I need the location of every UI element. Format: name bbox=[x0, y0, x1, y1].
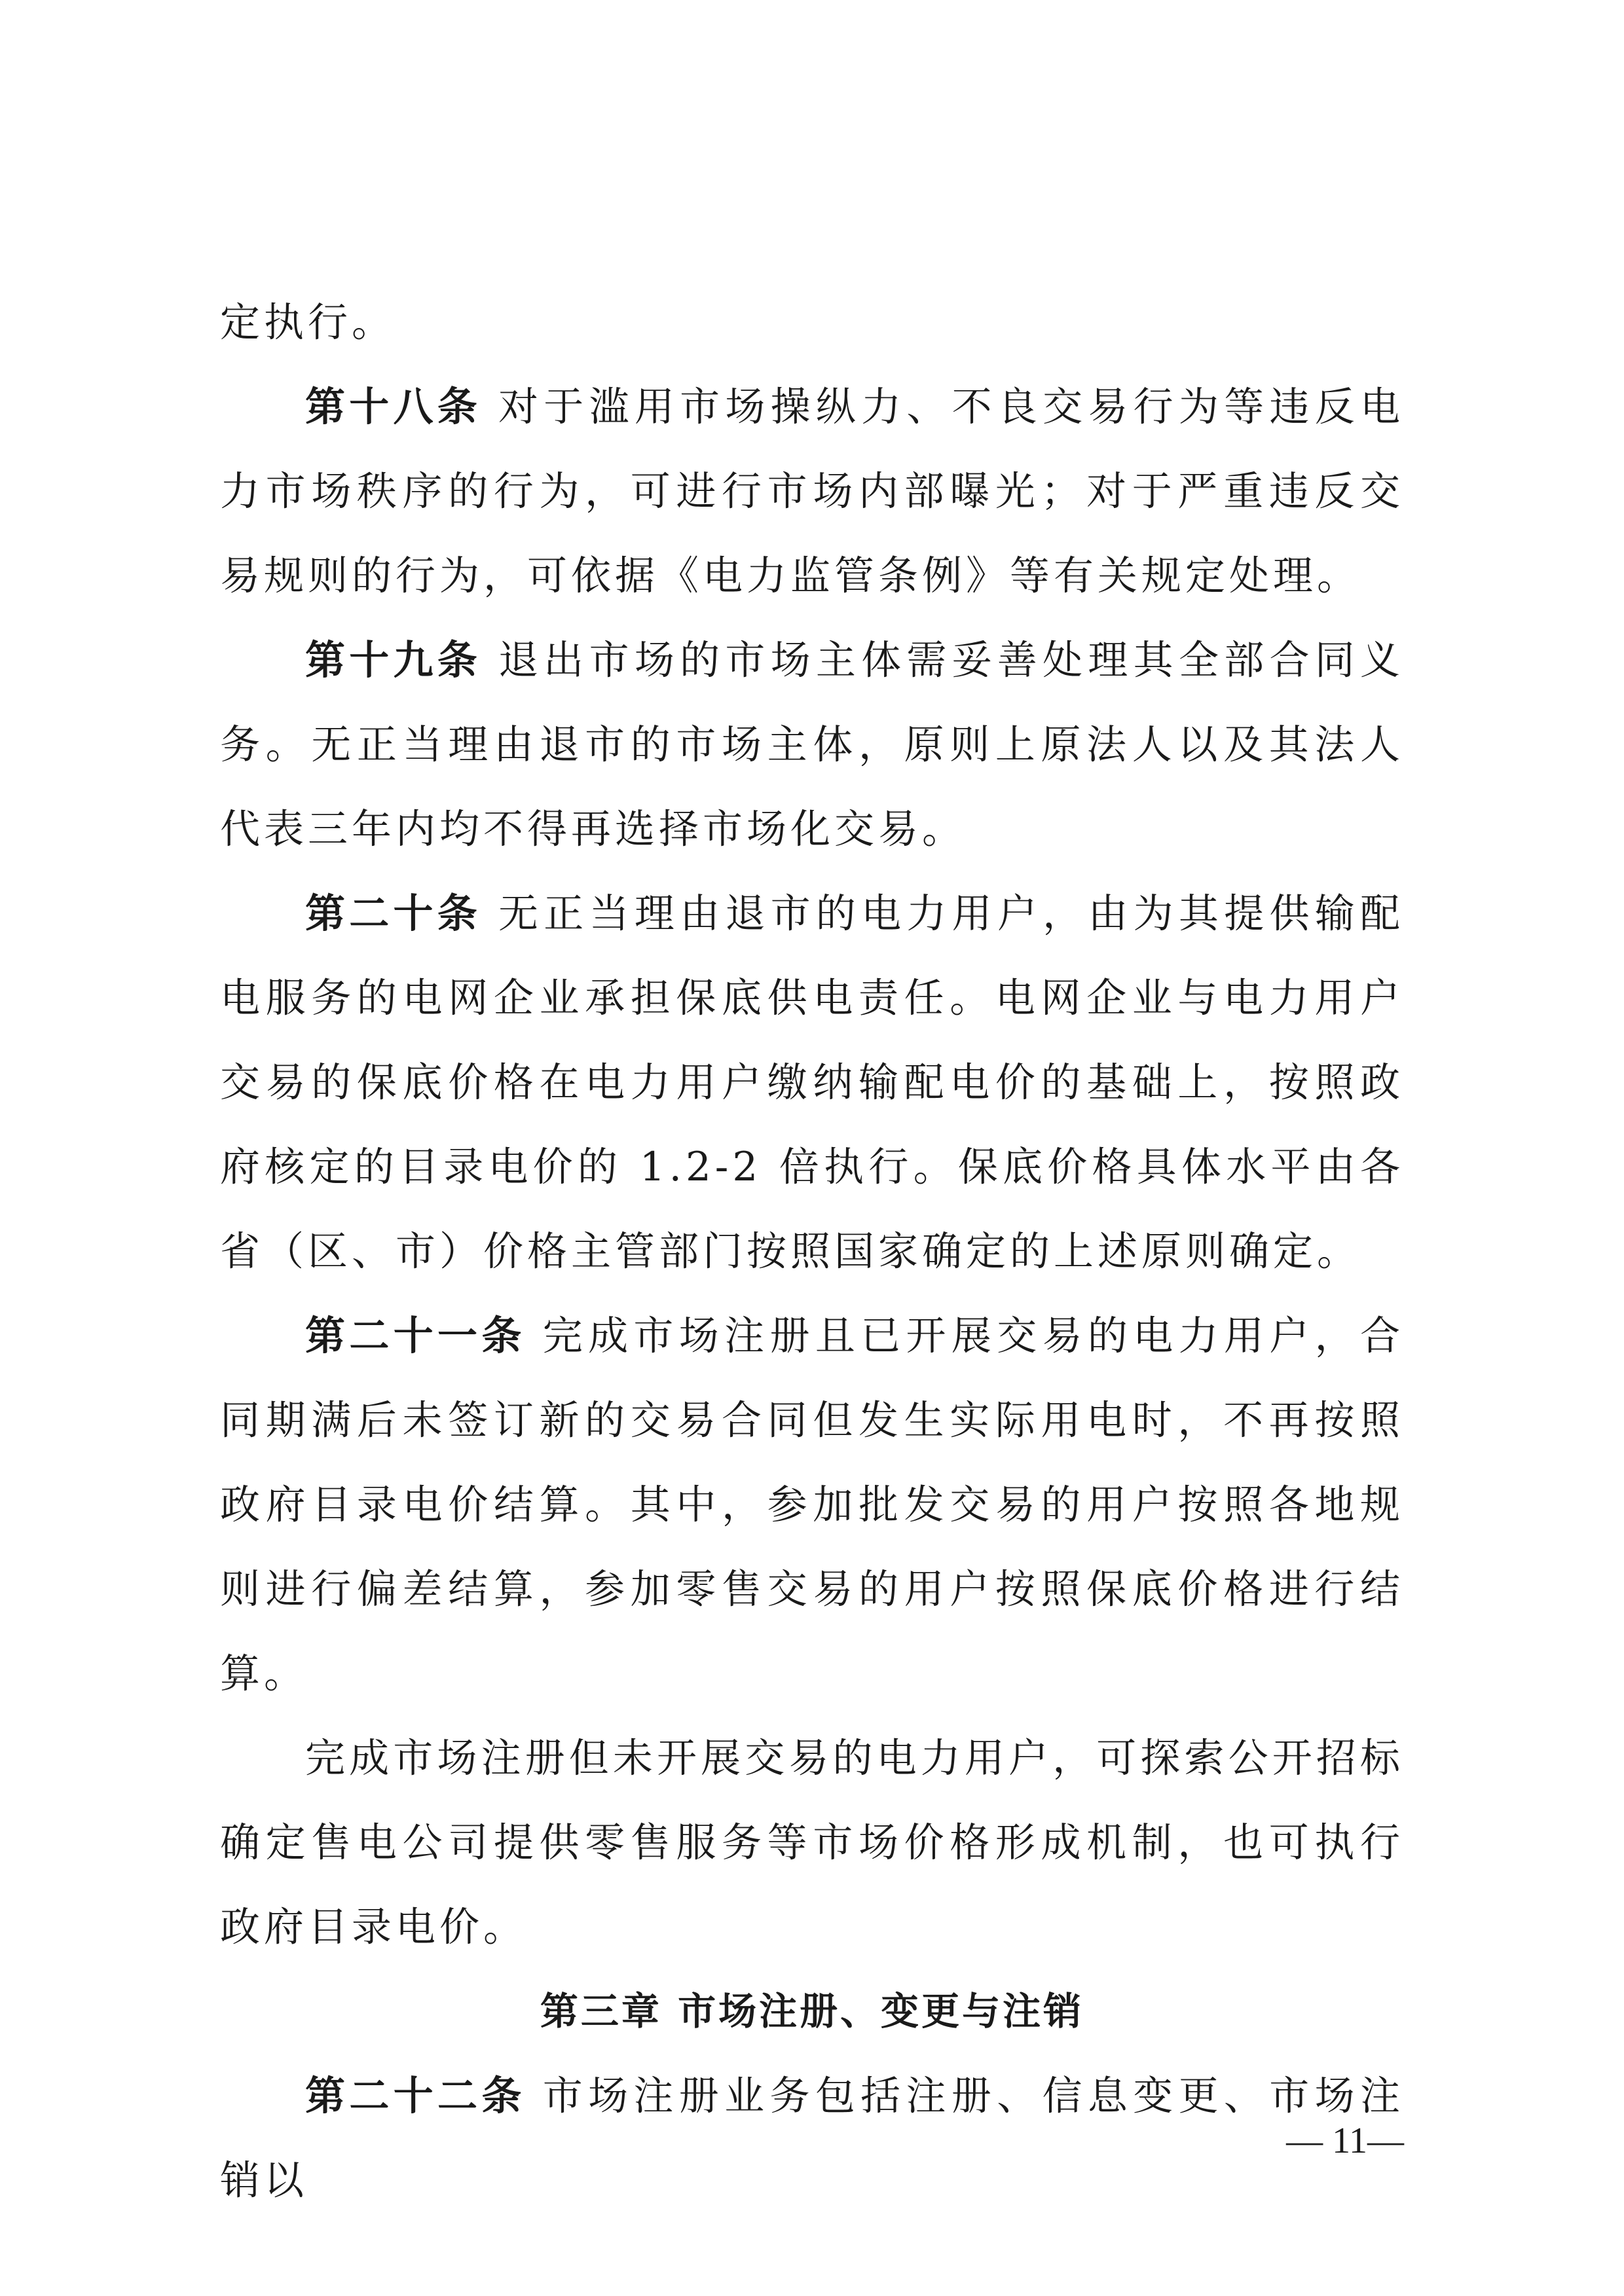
article-text: 退出市场的市场主体需妥善处理其全部合同义务。无正当理由退市的市场主体，原则上原法人以及其法人代表三年内均不得再选择市场化交易。 bbox=[220, 637, 1404, 852]
article-19 bbox=[220, 618, 1404, 871]
paragraph-continuation bbox=[220, 280, 1404, 365]
article-text: 对于滥用市场操纵力、不良交易行为等违反电力市场秩序的行为，可进行市场内部曝光；对于严重违反交易规则的行为，可依据《电力监管条例》等有关规定处理。 bbox=[220, 384, 1404, 599]
article-number: 第十九条 bbox=[305, 637, 482, 683]
article-text: 完成市场注册且已开展交易的电力用户，合同期满后未签订新的交易合同但发生实际用电时，不再按照政府目录电价结算。其中，参加批发交易的用户按照各地规则进行偏差结算，参加零售交易的用户按照保底价格进行结算。 bbox=[220, 1313, 1404, 1697]
article-number: 第二十一条 bbox=[305, 1313, 526, 1359]
article-21 bbox=[220, 1294, 1404, 1716]
article-20 bbox=[220, 871, 1404, 1294]
page-number: — 11— bbox=[1286, 2121, 1404, 2161]
paragraph-text: 定执行。 bbox=[220, 299, 396, 346]
chapter-heading: 第三章 市场注册、变更与注销 bbox=[540, 1989, 1084, 2033]
article-21-paragraph-2 bbox=[220, 1716, 1404, 1969]
article-22 bbox=[220, 2054, 1404, 2223]
article-number: 第二十条 bbox=[305, 890, 482, 937]
article-text: 市场注册业务包括注册、信息变更、市场注销以 bbox=[220, 2073, 1404, 2204]
article-number: 第十八条 bbox=[305, 384, 482, 430]
document-body bbox=[220, 280, 1404, 2223]
article-text: 无正当理由退市的电力用户，由为其提供输配电服务的电网企业承担保底供电责任。电网企业与电力用户交易的保底价格在电力用户缴纳输配电价的基础上，按照政府核定的目录电价的 1.2-2 倍执行。保底价格具体水平由各省（区、市）价格主管部门按照国家确定的上述原则确定。 bbox=[220, 890, 1404, 1275]
article-number: 第二十二条 bbox=[305, 2073, 526, 2119]
article-18 bbox=[220, 365, 1404, 618]
paragraph-text: 完成市场注册但未开展交易的电力用户，可探索公开招标确定售电公司提供零售服务等市场价格形成机制，也可执行政府目录电价。 bbox=[220, 1735, 1404, 1950]
